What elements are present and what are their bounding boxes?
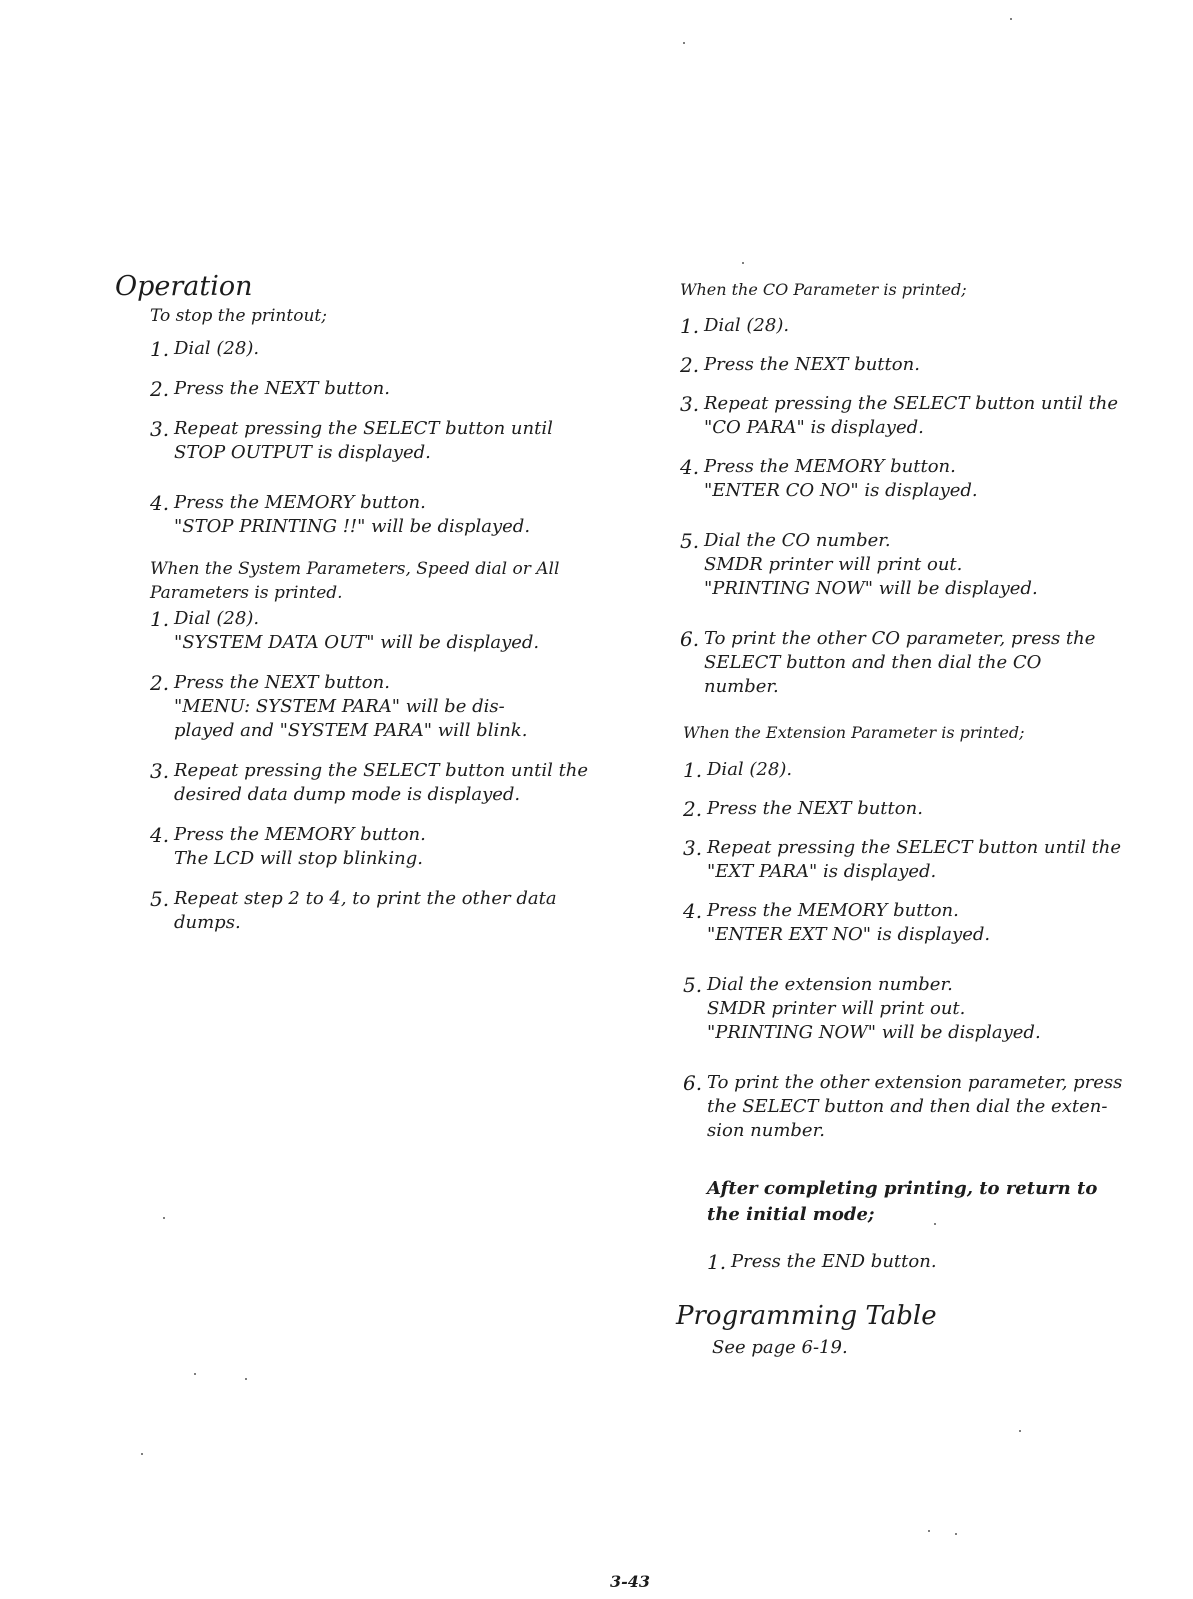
- list-item: [683, 797, 1123, 821]
- scan-speck: [955, 1533, 957, 1535]
- list-item: [680, 627, 1120, 699]
- step-line: "EXT PARA" is displayed.: [707, 861, 937, 882]
- step-line: number.: [704, 676, 779, 697]
- step-line: Press the NEXT button.: [174, 378, 390, 399]
- step-line: Press the NEXT button.: [704, 354, 920, 375]
- step-line: desired data dump mode is displayed.: [174, 784, 521, 805]
- step-line: Dial the extension number.: [707, 974, 953, 995]
- step-line: Dial (28).: [704, 315, 790, 336]
- list-item: [150, 671, 590, 743]
- step-line: Dial (28).: [174, 608, 260, 629]
- list-item: [683, 1071, 1123, 1143]
- step-line: Press the NEXT button.: [174, 672, 390, 693]
- step-line: Repeat pressing the SELECT button until the: [707, 837, 1122, 858]
- step-line: Repeat pressing the SELECT button until the: [704, 393, 1119, 414]
- scan-speck: [141, 1453, 143, 1455]
- step-number: 1.: [707, 1250, 727, 1274]
- ext-param-section: [683, 720, 1133, 745]
- list-item: [707, 1250, 1127, 1274]
- scan-speck: [742, 262, 744, 264]
- step-number: 2.: [150, 671, 170, 695]
- step-line: "PRINTING NOW" will be displayed.: [704, 578, 1038, 599]
- system-params-section: [150, 557, 570, 605]
- step-number: 4.: [150, 491, 170, 515]
- operation-section: [115, 272, 585, 329]
- list-item: [683, 899, 1123, 947]
- step-line: SMDR printer will print out.: [704, 554, 963, 575]
- list-item: [683, 836, 1123, 884]
- after-printing-section: [707, 1176, 1132, 1228]
- co-param-section: [680, 277, 1130, 302]
- step-number: 3.: [683, 836, 703, 860]
- scan-speck: [1019, 1430, 1021, 1432]
- step-line: Press the MEMORY button.: [707, 900, 959, 921]
- system-params-intro: When the System Parameters, Speed dial or All Parameters is printed.: [150, 559, 560, 603]
- step-number: 3.: [680, 392, 700, 416]
- step-line: Repeat pressing the SELECT button until the: [174, 760, 589, 781]
- scan-speck: [1010, 18, 1012, 20]
- scan-speck: [245, 1378, 247, 1380]
- step-line: played and "SYSTEM PARA" will blink.: [174, 720, 528, 741]
- step-line: "PRINTING NOW" will be displayed.: [707, 1022, 1041, 1043]
- list-item: [150, 607, 590, 655]
- step-line: Press the MEMORY button.: [174, 492, 426, 513]
- step-number: 5.: [680, 529, 700, 553]
- step-number: 2.: [150, 377, 170, 401]
- list-item: [680, 353, 1120, 377]
- step-number: 4.: [680, 455, 700, 479]
- ext-param-steps: [683, 758, 1123, 1143]
- scan-speck: [194, 1373, 196, 1375]
- step-line: STOP OUTPUT is displayed.: [174, 442, 431, 463]
- step-line: "STOP PRINTING !!" will be displayed.: [174, 516, 531, 537]
- step-number: 3.: [150, 417, 170, 441]
- step-line: "MENU: SYSTEM PARA" will be dis-: [174, 696, 505, 717]
- stop-printout-steps: [150, 337, 590, 539]
- step-number: 6.: [683, 1071, 703, 1095]
- step-line: the SELECT button and then dial the exten-: [707, 1096, 1108, 1117]
- step-number: 4.: [150, 823, 170, 847]
- step-line: Press the END button.: [731, 1251, 937, 1272]
- step-line: The LCD will stop blinking.: [174, 848, 423, 869]
- step-number: 5.: [150, 887, 170, 911]
- list-item: [683, 973, 1123, 1045]
- page-number: 3-43: [610, 1572, 651, 1591]
- operation-heading: Operation: [115, 271, 253, 302]
- list-item: [150, 759, 590, 807]
- step-line: Press the NEXT button.: [707, 798, 923, 819]
- co-param-steps: [680, 314, 1120, 699]
- step-number: 6.: [680, 627, 700, 651]
- list-item: [683, 758, 1123, 782]
- list-item: [150, 887, 590, 935]
- step-line: Press the MEMORY button.: [174, 824, 426, 845]
- step-line: To print the other extension parameter, press: [707, 1072, 1123, 1093]
- list-item: [150, 417, 590, 465]
- step-line: SELECT button and then dial the CO: [704, 652, 1042, 673]
- list-item: [150, 491, 590, 539]
- step-line: Repeat pressing the SELECT button until: [174, 418, 553, 439]
- step-number: 3.: [150, 759, 170, 783]
- step-line: dumps.: [174, 912, 241, 933]
- list-item: [150, 823, 590, 871]
- list-item: [150, 337, 590, 361]
- step-line: SMDR printer will print out.: [707, 998, 966, 1019]
- step-line: "SYSTEM DATA OUT" will be displayed.: [174, 632, 540, 653]
- step-number: 1.: [150, 337, 170, 361]
- stop-printout-intro: To stop the printout;: [150, 305, 327, 326]
- step-line: "CO PARA" is displayed.: [704, 417, 924, 438]
- step-number: 1.: [683, 758, 703, 782]
- scan-speck: [934, 1223, 936, 1225]
- list-item: [680, 529, 1120, 601]
- programming-table-ref: See page 6-19.: [712, 1336, 848, 1358]
- after-printing-steps: [707, 1250, 1127, 1274]
- scan-speck: [683, 42, 685, 44]
- list-item: [680, 392, 1120, 440]
- step-line: "ENTER EXT NO" is displayed.: [707, 924, 991, 945]
- after-printing-intro: After completing printing, to return to the initial mode;: [707, 1178, 1098, 1225]
- step-line: Press the MEMORY button.: [704, 456, 956, 477]
- step-line: Dial (28).: [707, 759, 793, 780]
- step-number: 2.: [680, 353, 700, 377]
- step-line: sion number.: [707, 1120, 825, 1141]
- ext-param-intro: When the Extension Parameter is printed;: [683, 723, 1025, 742]
- step-number: 4.: [683, 899, 703, 923]
- step-number: 5.: [683, 973, 703, 997]
- list-item: [680, 455, 1120, 503]
- system-params-steps: [150, 607, 590, 935]
- list-item: [680, 314, 1120, 338]
- step-line: To print the other CO parameter, press the: [704, 628, 1096, 649]
- scan-speck: [163, 1217, 165, 1219]
- step-line: Dial the CO number.: [704, 530, 891, 551]
- scan-speck: [928, 1530, 930, 1532]
- programming-table-heading: Programming Table: [676, 1301, 937, 1331]
- step-line: Repeat step 2 to 4, to print the other data: [174, 888, 557, 909]
- co-param-intro: When the CO Parameter is printed;: [680, 280, 967, 299]
- step-number: 1.: [150, 607, 170, 631]
- step-line: Dial (28).: [174, 338, 260, 359]
- step-line: "ENTER CO NO" is displayed.: [704, 480, 978, 501]
- programming-table-section: [676, 1302, 1126, 1360]
- step-number: 1.: [680, 314, 700, 338]
- step-number: 2.: [683, 797, 703, 821]
- list-item: [150, 377, 590, 401]
